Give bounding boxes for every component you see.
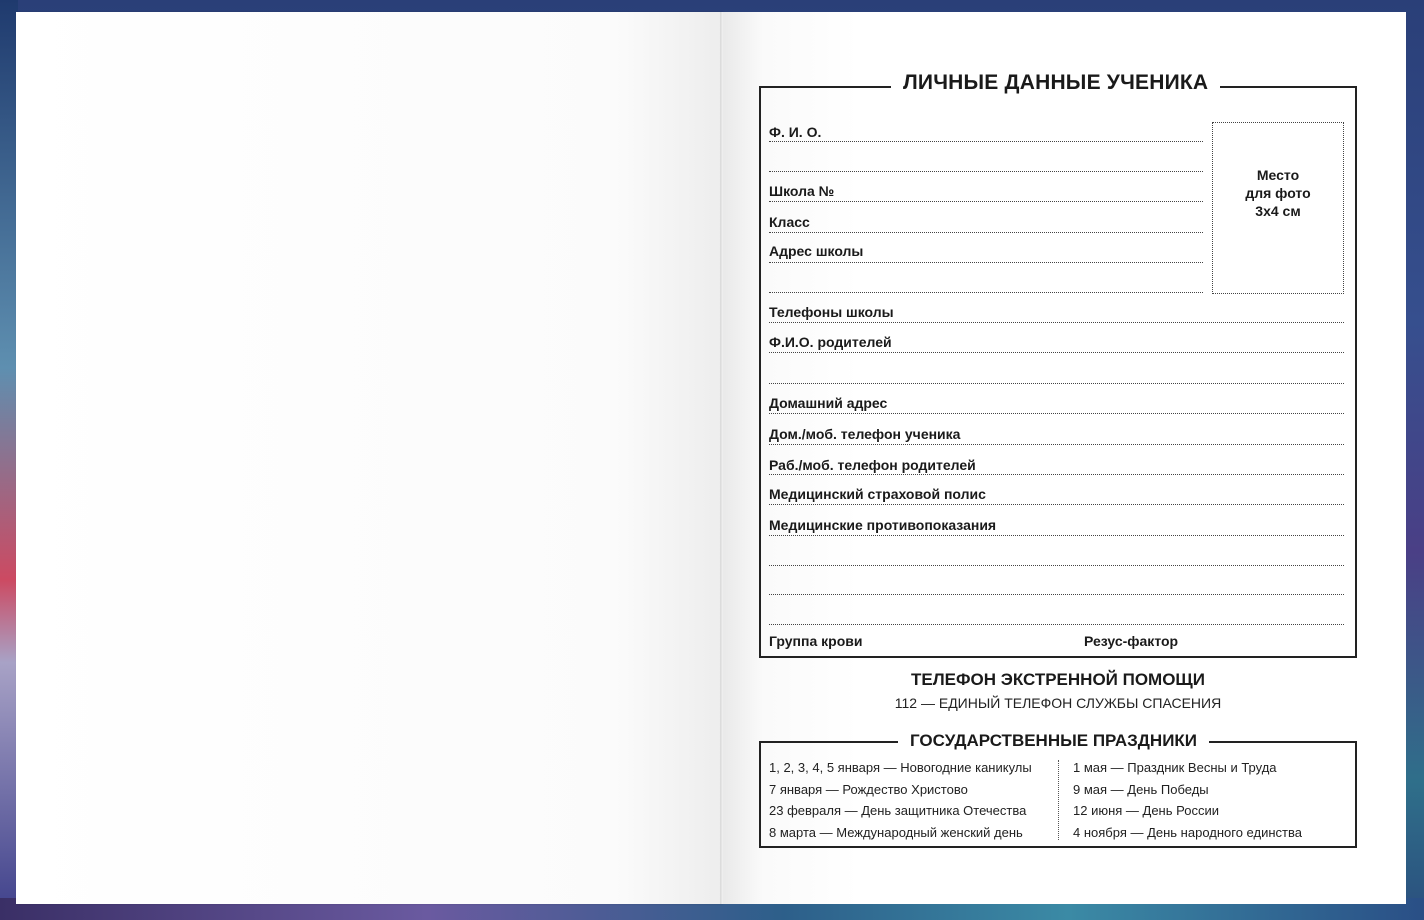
left-page-blank	[16, 12, 722, 904]
student-phone-line[interactable]	[769, 444, 1344, 445]
school-number-label: Школа №	[769, 183, 835, 199]
holiday-item: 4 ноября — День народного единства	[1073, 824, 1302, 840]
rh-factor-label: Резус-фактор	[1084, 633, 1179, 649]
holiday-item: 1 мая — Праздник Весны и Труда	[1073, 760, 1277, 775]
holiday-item: 1, 2, 3, 4, 5 января — Новогодние каникулы	[769, 760, 1032, 775]
photo-label-line1: Место	[1256, 167, 1300, 183]
insurance-label: Медицинский страховой полис	[769, 486, 986, 502]
holidays-list-left	[769, 757, 1032, 843]
fio-label: Ф. И. О.	[769, 124, 822, 140]
student-phone-label: Дом./моб. телефон ученика	[769, 426, 961, 442]
photo-label-line3: 3х4 см	[1255, 203, 1301, 219]
parents-fio-label: Ф.И.О. родителей	[769, 334, 892, 350]
parents-phone-line[interactable]	[769, 474, 1344, 475]
photo-placeholder	[1212, 122, 1344, 294]
holiday-item: 7 января — Рождество Христово	[769, 781, 968, 797]
school-address-line[interactable]	[769, 262, 1203, 263]
parents-phone-label: Раб./моб. телефон родителей	[769, 457, 976, 473]
parents-fio-line-2[interactable]	[769, 383, 1344, 384]
contraindications-line-4[interactable]	[769, 624, 1344, 625]
fio-line-2[interactable]	[769, 171, 1203, 172]
holiday-item: 23 февраля — День защитника Отечества	[769, 803, 1027, 818]
holidays-list-right	[1073, 757, 1302, 843]
home-address-line[interactable]	[769, 413, 1344, 414]
contraindications-line-2[interactable]	[769, 565, 1344, 566]
holiday-item: 12 июня — День России	[1073, 803, 1219, 818]
holidays-divider	[1058, 760, 1059, 840]
emergency-title: ТЕЛЕФОН ЭКСТРЕННОЙ ПОМОЩИ	[911, 670, 1205, 689]
school-number-line[interactable]	[769, 201, 1203, 202]
class-line[interactable]	[769, 232, 1203, 233]
holiday-item: 8 марта — Международный женский день	[769, 824, 1023, 840]
school-phones-label: Телефоны школы	[769, 304, 894, 320]
parents-fio-line[interactable]	[769, 352, 1344, 353]
class-label: Класс	[769, 214, 810, 230]
school-address-line-2[interactable]	[769, 292, 1203, 293]
school-phones-line[interactable]	[769, 322, 1344, 323]
home-address-label: Домашний адрес	[769, 395, 888, 411]
school-address-label: Адрес школы	[769, 243, 864, 259]
personal-data-title: ЛИЧНЫЕ ДАННЫЕ УЧЕНИКА	[891, 71, 1220, 95]
holidays-title: ГОСУДАРСТВЕННЫЕ ПРАЗДНИКИ	[898, 731, 1209, 751]
blood-group-label: Группа крови	[769, 633, 863, 649]
contraindications-line[interactable]	[769, 535, 1344, 536]
photo-label-line2: для фото	[1245, 185, 1311, 201]
emergency-subtitle: 112 — ЕДИНЫЙ ТЕЛЕФОН СЛУЖБЫ СПАСЕНИЯ	[894, 695, 1222, 711]
contraindications-line-3[interactable]	[769, 594, 1344, 595]
fio-line[interactable]	[769, 141, 1203, 142]
page-fold	[720, 12, 723, 904]
insurance-line[interactable]	[769, 504, 1344, 505]
holiday-item: 9 мая — День Победы	[1073, 781, 1209, 797]
contraindications-label: Медицинские противопоказания	[769, 517, 997, 533]
